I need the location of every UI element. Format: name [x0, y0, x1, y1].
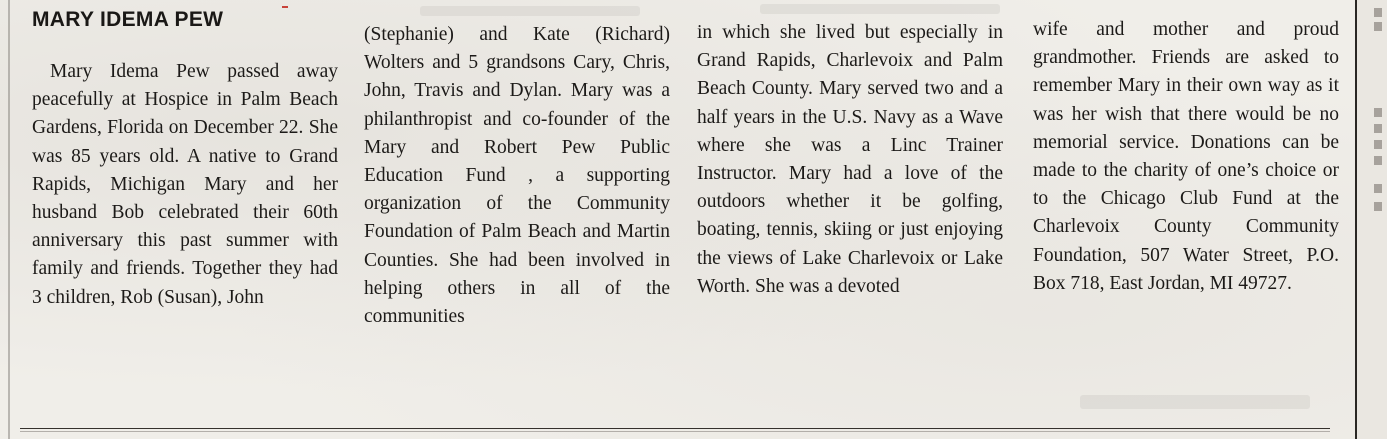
cut-off-letter [1374, 108, 1382, 117]
bottom-rule [20, 428, 1330, 429]
cut-off-letter [1374, 202, 1382, 211]
cut-off-letter [1374, 184, 1382, 193]
cut-off-letter [1374, 124, 1382, 133]
bleed-through-smudge [420, 6, 640, 16]
ink-speck [282, 6, 288, 8]
cut-off-letter [1374, 156, 1382, 165]
cut-off-letter [1374, 8, 1382, 17]
column-3-text: in which she lived but especially in Grand Rapids, Charlevoix and Palm Beach County. Mary served two and a half years in the U.S. Navy as a Wave where she was a Linc Trainer Instructor. Mary had a love of the outdoors whether it be golfing, boating, tennis, skiing or just enjoying the views of Lake Charlevoix or Lake Worth. She was a devoted [697, 22, 1003, 297]
column-4-text: wife and mother and proud grandmother. Friends are asked to remember Mary in their own way as it was her wish that there would be no memorial service. Donations can be made to the charity of one’s choice or to the Chicago Club Fund at the Charlevoix County Community Foundation, 507 Water Street, P.O. Box 718, East Jordan, MI 49727. [1033, 19, 1339, 294]
article-column-4 [1033, 16, 1339, 298]
article-column-2 [364, 21, 670, 331]
adjacent-column-fragment [1357, 0, 1387, 439]
cut-off-letter [1374, 22, 1382, 31]
bottom-rule-shadow [20, 431, 1330, 432]
left-column-rule [8, 0, 10, 439]
cut-off-letter [1374, 140, 1382, 149]
bleed-through-smudge [1080, 395, 1310, 409]
column-1-text: Mary Idema Pew passed away peacefully at Hospice in Palm Beach Gardens, Florida on December 22. She was 85 years old. A native to Grand Rapids, Michigan Mary and her husband Bob celebrated their 60th anniversary this past summer with family and friends. Together they had 3 children, Rob (Susan), John [32, 61, 338, 308]
obituary-headline: MARY IDEMA PEW [32, 8, 224, 31]
bleed-through-smudge [760, 4, 1000, 14]
article-column-3 [697, 19, 1003, 301]
article-column-1 [32, 58, 338, 312]
column-2-text: (Stephanie) and Kate (Richard) Wolters and 5 grandsons Cary, Chris, John, Travis and Dylan. Mary was a philanthropist and co-founder of the Mary and Robert Pew Public Education Fund , a supporting organization of the Community Foundation of Palm Beach and Martin Counties. She had been involved in helping others in all of the communities [364, 24, 670, 328]
